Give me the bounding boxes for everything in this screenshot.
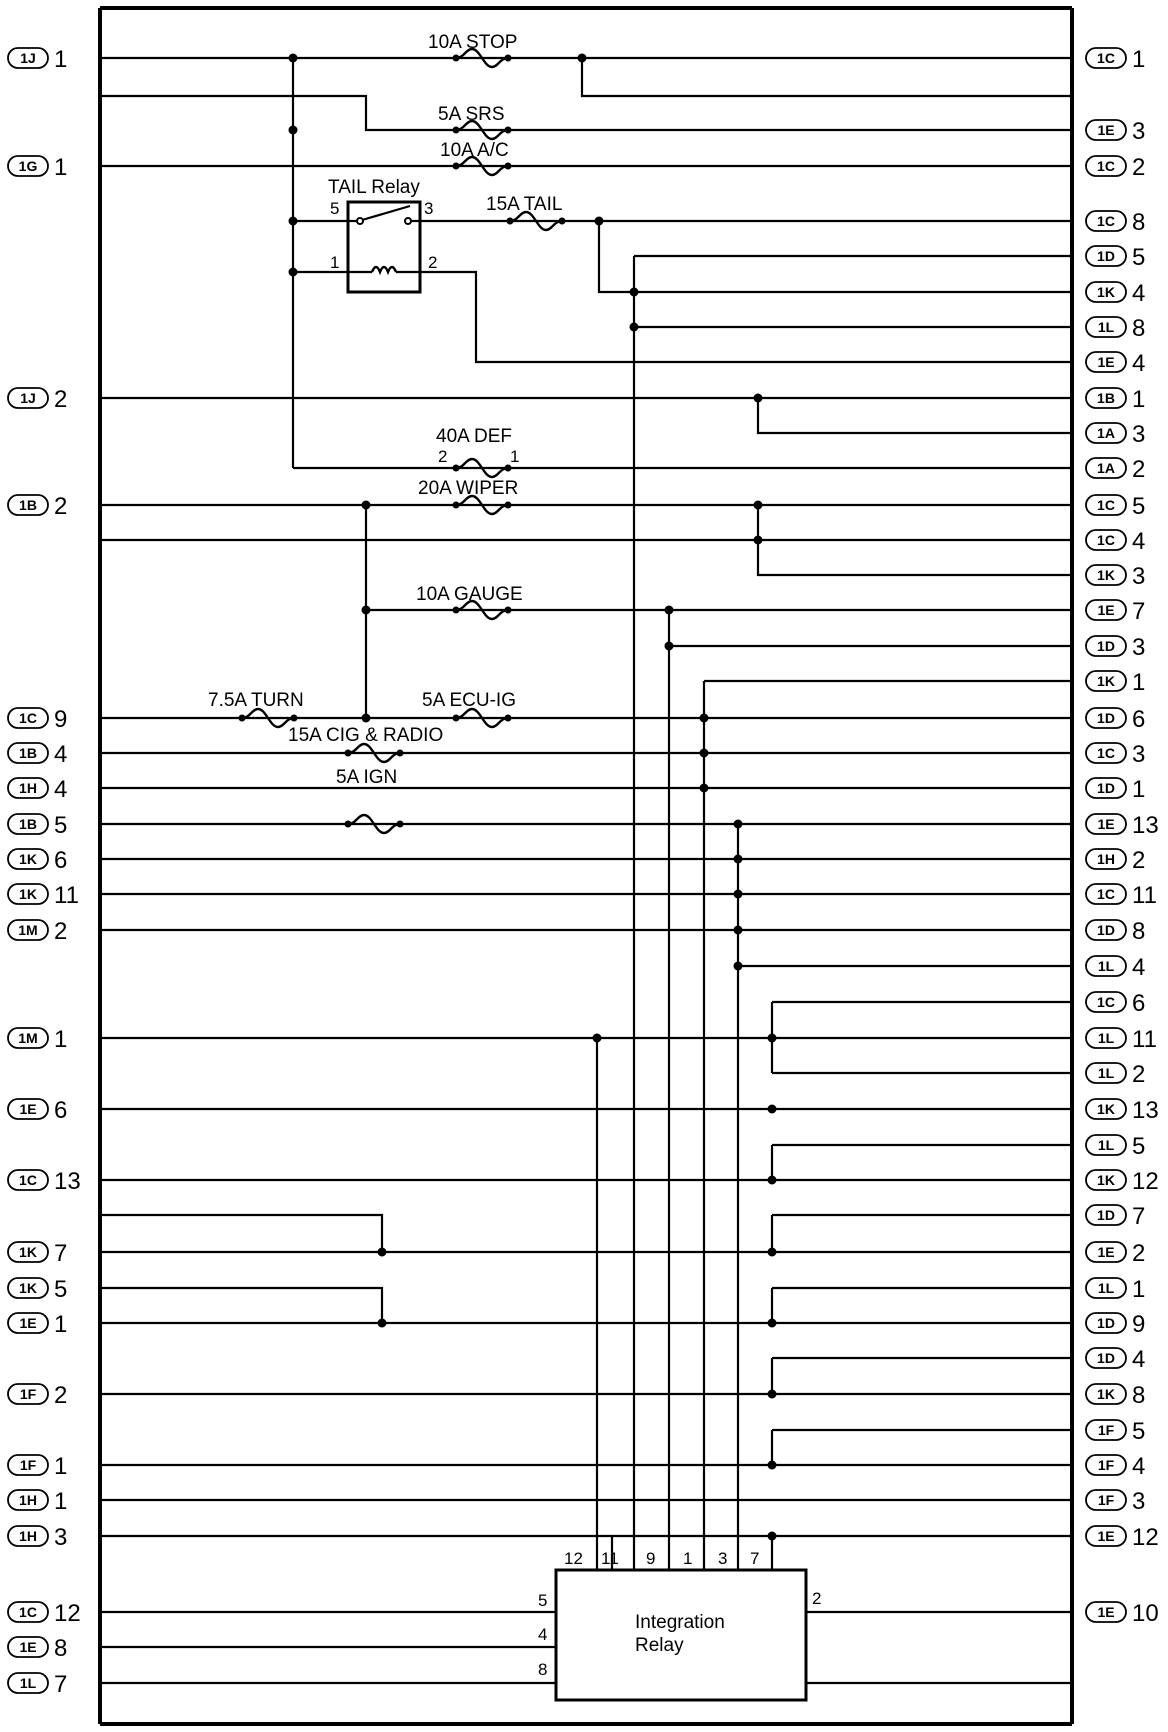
connector-1k-pin-6 xyxy=(8,847,67,874)
tail-relay-pin-1: 1 xyxy=(330,253,340,272)
junction-dot xyxy=(700,749,709,758)
connector-id: 1J xyxy=(20,50,36,66)
fuse-terminal-dot xyxy=(239,715,246,722)
connector-1k-pin-1 xyxy=(1086,669,1145,696)
connector-pin-number: 1 xyxy=(1132,386,1146,413)
connector-id: 1K xyxy=(19,1280,37,1296)
connector-pin-number: 8 xyxy=(54,1635,68,1662)
connector-1e-pin-2 xyxy=(1086,1240,1145,1267)
junction-dot xyxy=(734,855,743,864)
fuse-terminal-dot xyxy=(397,750,404,757)
junction-dot xyxy=(768,1176,777,1185)
connector-pin-number: 7 xyxy=(54,1671,68,1698)
connector-pin-number: 5 xyxy=(1132,493,1146,520)
junction-dot xyxy=(768,1248,777,1257)
connector-1k-pin-5 xyxy=(8,1276,67,1303)
connector-1l-pin-4 xyxy=(1086,954,1145,981)
connector-1d-pin-8 xyxy=(1086,918,1145,945)
junction-dot xyxy=(734,926,743,935)
connector-pin-number: 1 xyxy=(1132,669,1146,696)
connector-pin-number: 7 xyxy=(1132,1203,1146,1230)
connector-pin-number: 1 xyxy=(54,1488,68,1515)
junction-dot xyxy=(595,217,604,226)
wire-segment xyxy=(582,58,1072,96)
connector-pin-number: 6 xyxy=(54,1097,68,1124)
connector-id: 1A xyxy=(1097,425,1115,441)
connector-id: 1C xyxy=(19,1172,37,1188)
junction-dot xyxy=(593,1034,602,1043)
fuse-terminal-dot xyxy=(453,163,460,170)
connector-1c-pin-1 xyxy=(1086,46,1145,73)
connector-id: 1F xyxy=(1097,1457,1115,1473)
fuse-terminal-dot xyxy=(397,821,404,828)
connector-pin-number: 2 xyxy=(54,1382,68,1409)
junction-dot xyxy=(362,606,371,615)
connector-1c-pin-9 xyxy=(8,706,67,733)
connector-id: 1C xyxy=(1097,532,1115,548)
connector-1j-pin-2 xyxy=(8,386,67,413)
connector-1k-pin-7 xyxy=(8,1240,67,1267)
connector-id: 1K xyxy=(19,1244,37,1260)
junction-dot xyxy=(768,1105,777,1114)
connector-pin-number: 2 xyxy=(1132,847,1146,874)
connector-id: 1L xyxy=(1097,1137,1115,1153)
connector-1b-pin-2 xyxy=(8,493,67,520)
fuse-label: 15A TAIL xyxy=(486,194,563,215)
left-connectors xyxy=(8,46,81,1698)
connector-id: 1L xyxy=(1097,1065,1115,1081)
connector-1b-pin-5 xyxy=(8,812,67,839)
junction-dot xyxy=(289,217,298,226)
connector-id: 1K xyxy=(1097,567,1115,583)
connector-id: 1K xyxy=(1097,673,1115,689)
junction-dot xyxy=(378,1248,387,1257)
fuse-terminal-dot xyxy=(505,607,512,614)
connector-id: 1D xyxy=(1097,248,1115,264)
junction-dot xyxy=(362,501,371,510)
connector-1g-pin-1 xyxy=(8,154,67,181)
connector-id: 1E xyxy=(1097,1604,1115,1620)
connector-1f-pin-4 xyxy=(1086,1453,1145,1480)
fuse-terminal-dot xyxy=(453,502,460,509)
connector-1k-pin-4 xyxy=(1086,280,1145,307)
connector-1l-pin-2 xyxy=(1086,1061,1145,1088)
connector-pin-number: 5 xyxy=(54,812,68,839)
junction-dot xyxy=(289,54,298,63)
connector-pin-number: 8 xyxy=(1132,315,1146,342)
fuse-terminal-dot xyxy=(453,715,460,722)
connector-pin-number: 5 xyxy=(1132,1418,1146,1445)
connector-id: 1D xyxy=(1097,638,1115,654)
connector-1k-pin-3 xyxy=(1086,563,1145,590)
connector-id: 1H xyxy=(19,1492,37,1508)
connector-1b-pin-1 xyxy=(1086,386,1145,413)
junction-dot xyxy=(768,1390,777,1399)
int-relay-top-pin: 7 xyxy=(750,1549,760,1568)
connector-1e-pin-6 xyxy=(8,1097,67,1124)
connector-1d-pin-9 xyxy=(1086,1311,1145,1338)
connector-id: 1B xyxy=(19,745,37,761)
connector-pin-number: 3 xyxy=(1132,118,1146,145)
tail-relay-title: TAIL Relay xyxy=(328,177,420,198)
integration-relay xyxy=(538,1549,821,1700)
connector-id: 1C xyxy=(19,710,37,726)
connector-id: 1E xyxy=(1097,122,1115,138)
connector-1f-pin-2 xyxy=(8,1382,67,1409)
junction-dots xyxy=(239,54,777,1541)
connector-1l-pin-7 xyxy=(8,1671,67,1698)
fuse-terminal-dot xyxy=(453,465,460,472)
connector-pin-number: 7 xyxy=(54,1240,68,1267)
connector-1c-pin-3 xyxy=(1086,741,1145,768)
connector-1k-pin-12 xyxy=(1086,1168,1159,1195)
junction-dot xyxy=(734,962,743,971)
integration-relay-subtitle: Relay xyxy=(635,1635,684,1656)
connector-id: 1H xyxy=(19,1528,37,1544)
connector-1m-pin-1 xyxy=(8,1026,67,1053)
connector-pin-number: 1 xyxy=(1132,46,1146,73)
connector-1e-pin-4 xyxy=(1086,350,1145,377)
connector-1e-pin-1 xyxy=(8,1311,67,1338)
fuse-label: 5A IGN xyxy=(336,767,398,788)
connector-pin-number: 3 xyxy=(1132,1488,1146,1515)
connector-pin-number: 11 xyxy=(1132,882,1157,909)
connector-1j-pin-1 xyxy=(8,46,67,73)
connector-pin-number: 6 xyxy=(1132,990,1146,1017)
connector-pin-number: 4 xyxy=(1132,528,1146,555)
junction-dot xyxy=(754,394,763,403)
connector-1d-pin-7 xyxy=(1086,1203,1145,1230)
junction-dot xyxy=(754,536,763,545)
right-connectors xyxy=(1086,46,1159,1627)
connector-id: 1D xyxy=(1097,922,1115,938)
junction-dot xyxy=(378,1319,387,1328)
connector-1c-pin-6 xyxy=(1086,990,1145,1017)
junction-dot xyxy=(289,268,298,277)
fuse-label: 10A STOP xyxy=(428,32,518,53)
connector-id: 1C xyxy=(19,1604,37,1620)
connector-pin-number: 1 xyxy=(1132,1276,1146,1303)
connector-pin-number: 3 xyxy=(1132,563,1146,590)
connector-pin-number: 11 xyxy=(1132,1026,1157,1053)
connector-1h-pin-2 xyxy=(1086,847,1145,874)
connector-pin-number: 3 xyxy=(1132,741,1146,768)
connector-id: 1E xyxy=(1097,602,1115,618)
connector-id: 1E xyxy=(1097,1244,1115,1260)
connector-id: 1G xyxy=(18,158,38,174)
fuse-terminal-dot xyxy=(291,715,298,722)
connector-1e-pin-13 xyxy=(1086,812,1159,839)
connector-id: 1M xyxy=(18,1030,38,1046)
connector-id: 1K xyxy=(1097,1172,1115,1188)
connector-pin-number: 9 xyxy=(1132,1311,1146,1338)
connector-1e-pin-8 xyxy=(8,1635,67,1662)
connector-1c-pin-5 xyxy=(1086,493,1145,520)
wire-segment xyxy=(420,272,1072,362)
int-relay-left-pin: 5 xyxy=(538,1591,548,1610)
connector-pin-number: 4 xyxy=(1132,350,1146,377)
fuse-label: 40A DEF xyxy=(436,426,513,447)
connector-pin-number: 4 xyxy=(1132,1453,1146,1480)
connector-pin-number: 12 xyxy=(54,1600,81,1627)
connector-pin-number: 1 xyxy=(1132,776,1146,803)
junction-dot xyxy=(578,54,587,63)
connector-id: 1C xyxy=(1097,994,1115,1010)
connector-1l-pin-8 xyxy=(1086,315,1145,342)
connector-id: 1B xyxy=(19,816,37,832)
connector-pin-number: 2 xyxy=(1132,1240,1146,1267)
connector-pin-number: 3 xyxy=(1132,634,1146,661)
connector-id: 1D xyxy=(1097,1207,1115,1223)
connector-id: 1M xyxy=(18,922,38,938)
tail-relay-pin-5: 5 xyxy=(330,199,340,218)
connector-pin-number: 10 xyxy=(1132,1600,1159,1627)
tail-relay xyxy=(328,177,437,292)
connector-pin-number: 4 xyxy=(54,741,68,768)
connector-1h-pin-4 xyxy=(8,776,67,803)
fuse-label: 5A SRS xyxy=(438,104,505,125)
connector-1e-pin-7 xyxy=(1086,598,1145,625)
junction-dot xyxy=(734,820,743,829)
connector-id: 1D xyxy=(1097,1350,1115,1366)
fuse-terminal-dot xyxy=(505,502,512,509)
connector-pin-number: 1 xyxy=(54,154,68,181)
connector-1c-pin-12 xyxy=(8,1600,81,1627)
connector-id: 1B xyxy=(19,497,37,513)
connector-pin-number: 7 xyxy=(1132,598,1146,625)
connector-id: 1F xyxy=(19,1386,37,1402)
connector-pin-number: 2 xyxy=(54,918,68,945)
fuse-terminal-dot xyxy=(559,218,566,225)
connector-pin-number: 8 xyxy=(1132,209,1146,236)
connector-pin-number: 2 xyxy=(1132,1061,1146,1088)
wire-segment xyxy=(100,96,1072,130)
connector-1f-pin-3 xyxy=(1086,1488,1145,1515)
connector-pin-number: 8 xyxy=(1132,1382,1146,1409)
connector-id: 1E xyxy=(19,1639,37,1655)
fuse-label: 10A GAUGE xyxy=(416,584,523,605)
connector-1l-pin-11 xyxy=(1086,1026,1157,1053)
tail-relay-pin-2: 2 xyxy=(428,253,438,272)
connector-id: 1K xyxy=(1097,1386,1115,1402)
connector-1h-pin-3 xyxy=(8,1524,67,1551)
junction-dot xyxy=(700,784,709,793)
int-relay-left-pin: 4 xyxy=(538,1625,548,1644)
connector-id: 1L xyxy=(19,1675,37,1691)
connector-pin-number: 6 xyxy=(54,847,68,874)
connector-pin-number: 8 xyxy=(1132,918,1146,945)
int-relay-top-pin: 1 xyxy=(683,1549,693,1568)
int-relay-right-pin: 2 xyxy=(812,1589,822,1608)
connector-1l-pin-5 xyxy=(1086,1133,1145,1160)
connector-1d-pin-5 xyxy=(1086,244,1145,271)
connector-id: 1C xyxy=(1097,745,1115,761)
connector-pin-number: 5 xyxy=(1132,244,1146,271)
connector-pin-number: 5 xyxy=(54,1276,68,1303)
junction-dot xyxy=(630,288,639,297)
wire-segment xyxy=(100,1288,382,1323)
junction-dot xyxy=(665,642,674,651)
int-relay-left-pin: 8 xyxy=(538,1660,548,1679)
connector-pin-number: 2 xyxy=(54,493,68,520)
connector-1c-pin-8 xyxy=(1086,209,1145,236)
connector-id: 1C xyxy=(1097,213,1115,229)
connector-pin-number: 9 xyxy=(54,706,68,733)
connector-pin-number: 2 xyxy=(54,386,68,413)
wire-segment xyxy=(100,1215,382,1252)
connector-1c-pin-2 xyxy=(1086,154,1145,181)
connector-1c-pin-11 xyxy=(1086,882,1157,909)
junction-dot xyxy=(362,714,371,723)
connector-pin-number: 4 xyxy=(1132,954,1146,981)
int-relay-top-pin: 12 xyxy=(564,1549,583,1568)
connector-1h-pin-1 xyxy=(8,1488,67,1515)
connector-id: 1C xyxy=(1097,158,1115,174)
connector-id: 1L xyxy=(1097,1030,1115,1046)
fuse-labels xyxy=(208,32,562,788)
connector-id: 1J xyxy=(20,390,36,406)
fuse-label: 7.5A TURN xyxy=(208,690,304,711)
connector-1k-pin-8 xyxy=(1086,1382,1145,1409)
connector-id: 1K xyxy=(1097,1101,1115,1117)
connector-1d-pin-4 xyxy=(1086,1346,1145,1373)
connector-1b-pin-4 xyxy=(8,741,67,768)
fuse-terminal-dot xyxy=(345,750,352,757)
connector-1k-pin-11 xyxy=(8,882,79,909)
connector-id: 1K xyxy=(19,851,37,867)
connector-id: 1E xyxy=(1097,354,1115,370)
connector-id: 1E xyxy=(19,1101,37,1117)
connector-id: 1E xyxy=(1097,816,1115,832)
int-relay-top-pin: 3 xyxy=(718,1549,728,1568)
connector-1a-pin-2 xyxy=(1086,456,1145,483)
junction-dot xyxy=(700,714,709,723)
connector-id: 1E xyxy=(19,1315,37,1331)
junction-dot xyxy=(754,501,763,510)
connector-id: 1K xyxy=(1097,284,1115,300)
fuse-label: 20A WIPER xyxy=(418,478,519,499)
int-relay-top-pin: 9 xyxy=(646,1549,656,1568)
junction-dot xyxy=(768,1319,777,1328)
connector-1l-pin-1 xyxy=(1086,1276,1145,1303)
connector-pin-number: 13 xyxy=(54,1168,81,1195)
fuse-terminal-dot xyxy=(505,127,512,134)
connector-id: 1H xyxy=(1097,851,1115,867)
connector-1e-pin-10 xyxy=(1086,1600,1159,1627)
frame xyxy=(100,8,1072,1724)
connector-id: 1D xyxy=(1097,1315,1115,1331)
connector-pin-number: 1 xyxy=(54,1026,68,1053)
connector-id: 1K xyxy=(19,886,37,902)
connector-id: 1C xyxy=(1097,497,1115,513)
connector-pin-number: 11 xyxy=(54,882,79,909)
connector-pin-number: 13 xyxy=(1132,1097,1159,1124)
fuse-terminal-dot xyxy=(345,821,352,828)
junction-dot xyxy=(768,1034,777,1043)
fuse-terminal-dot xyxy=(453,55,460,62)
connector-pin-number: 3 xyxy=(54,1524,68,1551)
connector-1d-pin-6 xyxy=(1086,706,1145,733)
def-fuse-pin-left: 2 xyxy=(438,447,448,466)
connector-1m-pin-2 xyxy=(8,918,67,945)
connector-id: 1C xyxy=(1097,50,1115,66)
junction-dot xyxy=(630,323,639,332)
connector-id: 1A xyxy=(1097,460,1115,476)
connector-pin-number: 13 xyxy=(1132,812,1159,839)
connector-pin-number: 12 xyxy=(1132,1524,1159,1551)
connector-id: 1D xyxy=(1097,780,1115,796)
connector-1e-pin-3 xyxy=(1086,118,1145,145)
def-fuse-pin-right: 1 xyxy=(510,447,520,466)
connector-id: 1B xyxy=(1097,390,1115,406)
junction-dot xyxy=(768,1532,777,1541)
connector-1f-pin-5 xyxy=(1086,1418,1145,1445)
connector-pin-number: 4 xyxy=(1132,280,1146,307)
wires xyxy=(100,58,1072,1683)
connector-pin-number: 1 xyxy=(54,1453,68,1480)
connector-id: 1L xyxy=(1097,958,1115,974)
junction-dot xyxy=(768,1461,777,1470)
fuse-label: 5A ECU-IG xyxy=(422,690,516,711)
connector-1k-pin-13 xyxy=(1086,1097,1159,1124)
connector-1f-pin-1 xyxy=(8,1453,67,1480)
junction-dot xyxy=(665,606,674,615)
connector-pin-number: 4 xyxy=(54,776,68,803)
fuse-terminal-dot xyxy=(505,163,512,170)
connector-pin-number: 5 xyxy=(1132,1133,1146,1160)
connector-1d-pin-1 xyxy=(1086,776,1145,803)
connector-pin-number: 1 xyxy=(54,1311,68,1338)
connector-1e-pin-12 xyxy=(1086,1524,1159,1551)
fuse-label: 15A CIG & RADIO xyxy=(288,725,444,746)
fuse-terminal-dot xyxy=(453,127,460,134)
tail-relay-pin-3: 3 xyxy=(424,199,434,218)
connector-pin-number: 2 xyxy=(1132,456,1146,483)
connector-1d-pin-3 xyxy=(1086,634,1145,661)
connector-id: 1D xyxy=(1097,710,1115,726)
connector-id: 1F xyxy=(1097,1492,1115,1508)
connector-pin-number: 12 xyxy=(1132,1168,1159,1195)
fuse-terminal-dot xyxy=(453,607,460,614)
connector-id: 1F xyxy=(19,1457,37,1473)
fuse-terminal-dot xyxy=(505,715,512,722)
connector-id: 1L xyxy=(1097,319,1115,335)
integration-relay-title: Integration xyxy=(635,1612,725,1633)
fuse-label: 10A A/C xyxy=(440,140,509,161)
connector-pin-number: 2 xyxy=(1132,154,1146,181)
connector-id: 1L xyxy=(1097,1280,1115,1296)
connector-pin-number: 3 xyxy=(1132,421,1146,448)
fuse-terminal-dot xyxy=(507,218,514,225)
connector-id: 1F xyxy=(1097,1422,1115,1438)
connector-id: 1C xyxy=(1097,886,1115,902)
connector-pin-number: 4 xyxy=(1132,1346,1146,1373)
wire-segment xyxy=(758,398,1072,433)
junction-dot xyxy=(289,126,298,135)
connector-id: 1H xyxy=(19,780,37,796)
fuse-terminal-dot xyxy=(505,55,512,62)
connector-1c-pin-13 xyxy=(8,1168,81,1195)
connector-1a-pin-3 xyxy=(1086,421,1145,448)
connector-pin-number: 1 xyxy=(54,46,68,73)
connector-pin-number: 6 xyxy=(1132,706,1146,733)
connector-id: 1E xyxy=(1097,1528,1115,1544)
int-relay-top-pin: 11 xyxy=(601,1549,619,1568)
connector-1c-pin-4 xyxy=(1086,528,1145,555)
junction-dot xyxy=(734,890,743,899)
